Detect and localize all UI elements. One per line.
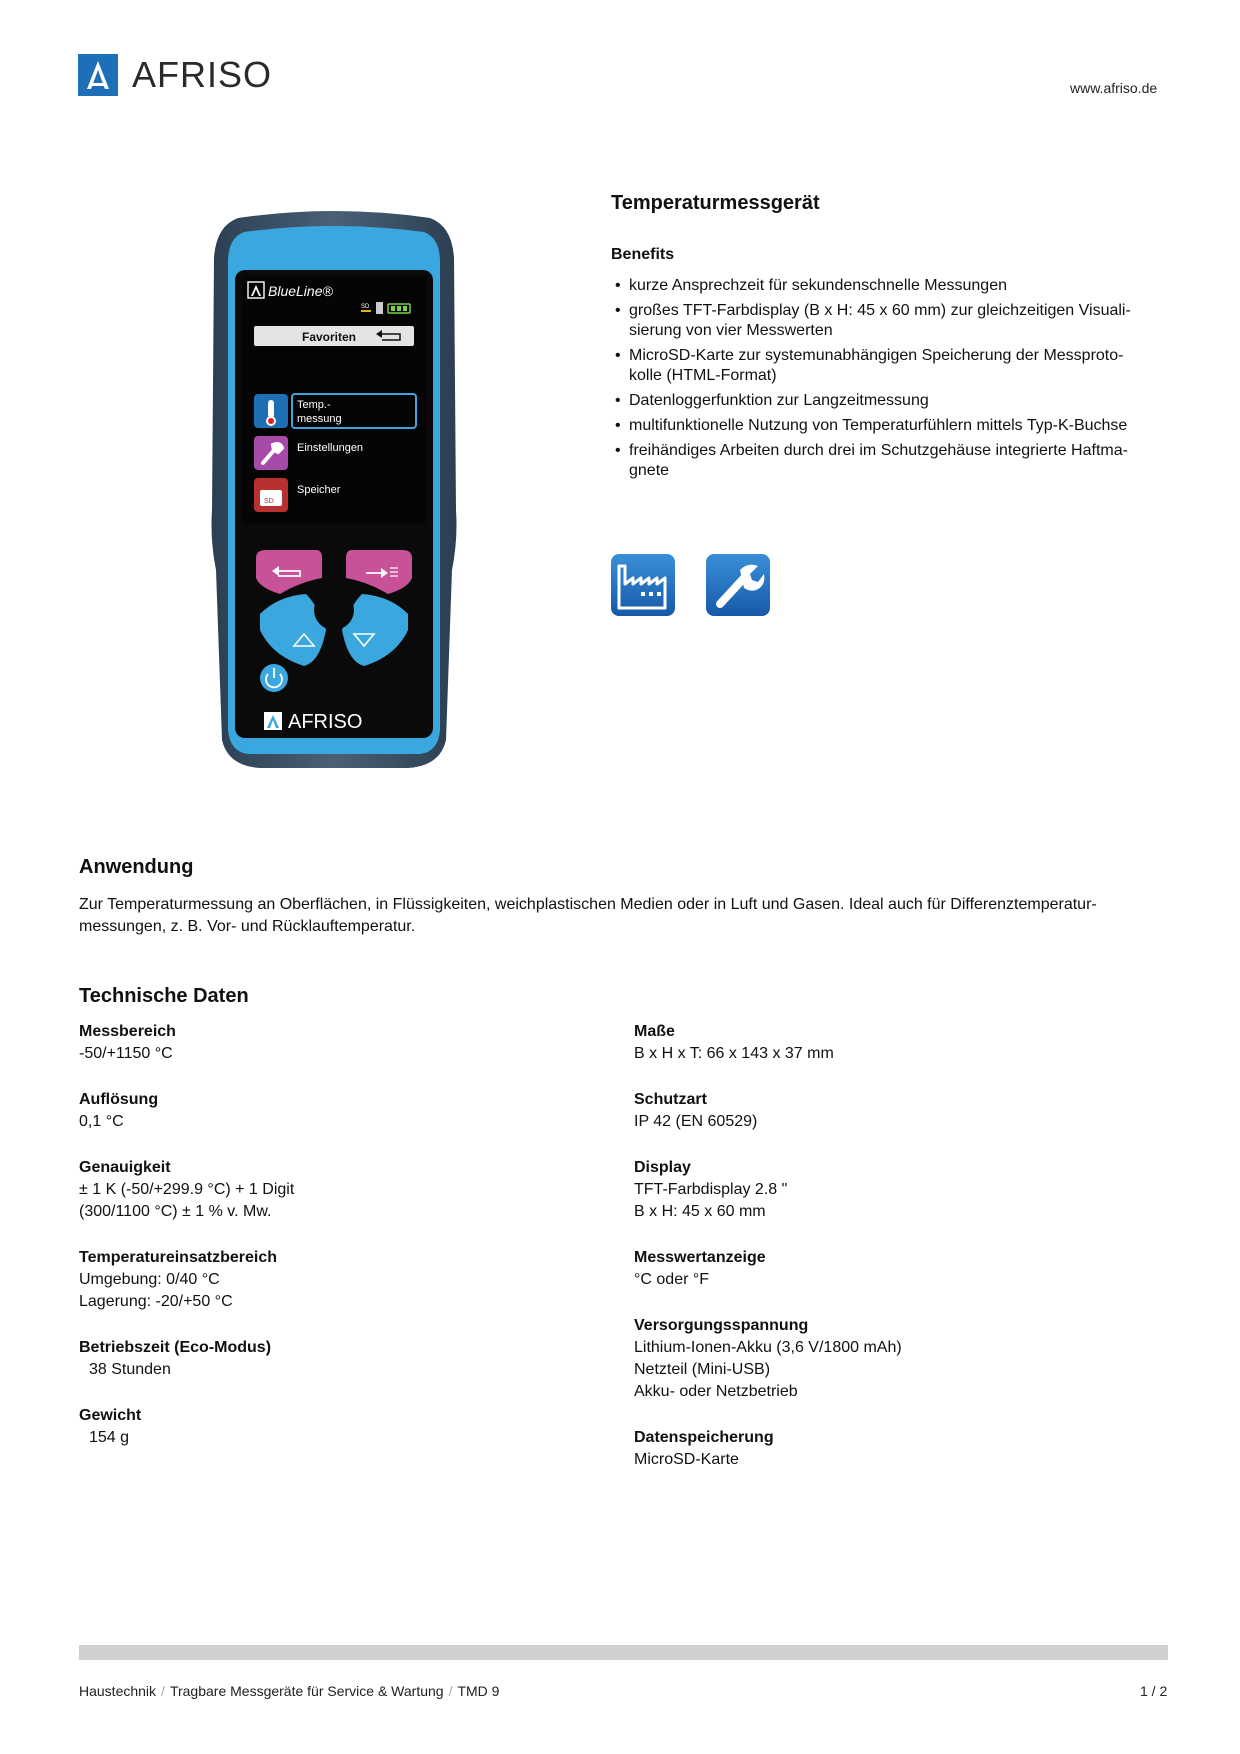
- industry-icon: [611, 554, 675, 618]
- technical-data-title: Technische Daten: [79, 985, 249, 1007]
- spec-operating-time: [79, 1337, 271, 1381]
- device-menu-title: Favoriten: [302, 330, 357, 344]
- spec-value: B x H: 45 x 60 mm: [634, 1203, 766, 1220]
- device-menu-item-1: Temp.-: [297, 399, 331, 411]
- spec-weight: [79, 1405, 141, 1449]
- spec-accuracy: [79, 1157, 294, 1223]
- application-text-line: messungen, z. B. Vor- und Rücklauftemperatur.: [79, 918, 416, 935]
- page-number: 1 / 2: [1140, 1683, 1168, 1699]
- afriso-logo-mark-icon: [78, 54, 118, 96]
- spec-resolution: [79, 1089, 158, 1133]
- spec-label: Gewicht: [79, 1407, 142, 1424]
- benefit-item: [611, 301, 1171, 341]
- footer-divider: [79, 1645, 1168, 1660]
- spec-label: Messwertanzeige: [634, 1249, 766, 1266]
- spec-label: Datenspeicherung: [634, 1429, 774, 1446]
- benefit-item: • kurze Ansprechzeit für sekundenschnelle Messungen: [611, 276, 1171, 296]
- spec-value: B x H x T: 66 x 143 x 37 mm: [634, 1045, 834, 1062]
- spec-display: [634, 1157, 787, 1223]
- benefit-item-line: MicroSD-Karte zur systemunabhängigen Speicherung der Messproto-: [629, 347, 1124, 364]
- spec-protection-class: [634, 1089, 757, 1133]
- spec-label: Auflösung: [79, 1091, 159, 1108]
- benefit-item-line: sierung von vier Messwerten: [629, 322, 833, 339]
- spec-data-storage: [634, 1427, 774, 1471]
- spec-value: 154 g: [89, 1429, 130, 1446]
- device-image: [208, 210, 460, 770]
- bluetooth-icon: [376, 302, 383, 314]
- device-footer-brand: AFRISO: [288, 711, 363, 733]
- spec-value: TFT-Farbdisplay 2.8 ": [634, 1181, 788, 1198]
- spec-value: Lagerung: -20/+50 °C: [79, 1293, 233, 1310]
- afriso-logo: [78, 54, 272, 96]
- spec-label: Genauigkeit: [79, 1159, 171, 1176]
- website-url[interactable]: www.afriso.de: [1070, 80, 1158, 96]
- spec-value: IP 42 (EN 60529): [634, 1113, 758, 1130]
- breadcrumb-separator: /: [161, 1683, 165, 1699]
- spec-dimensions: [634, 1021, 834, 1065]
- benefits-list: [611, 276, 1171, 486]
- device-sd-card-label: SD: [264, 498, 274, 505]
- spec-temperature-range: [79, 1247, 277, 1313]
- spec-power-supply: [634, 1315, 902, 1403]
- spec-value: 38 Stunden: [89, 1361, 171, 1378]
- breadcrumb-item[interactable]: TMD 9: [457, 1683, 500, 1699]
- spec-label: Messbereich: [79, 1023, 176, 1040]
- wrench-icon: [706, 554, 770, 618]
- breadcrumb-separator: /: [448, 1683, 453, 1699]
- device-menu-item-2: Einstellungen: [297, 442, 364, 454]
- benefit-item: • multifunktionelle Nutzung von Temperaturfühlern mittels Typ-K-Buchse: [611, 416, 1171, 436]
- svg-text:messung: messung: [297, 413, 342, 425]
- spec-value: 0,1 °C: [79, 1113, 124, 1130]
- spec-measuring-range: [79, 1021, 176, 1065]
- spec-label: Maße: [634, 1023, 675, 1040]
- spec-label: Temperatureinsatzbereich: [79, 1249, 277, 1266]
- spec-value: -50/+1150 °C: [79, 1045, 173, 1062]
- spec-value: °C oder °F: [634, 1271, 710, 1288]
- benefit-item: • Datenloggerfunktion zur Langzeitmessung: [611, 391, 1171, 411]
- application-text: [79, 894, 1169, 938]
- spec-label: Betriebszeit (Eco-Modus): [79, 1339, 272, 1356]
- benefit-item: [611, 346, 1171, 386]
- device-brand-label: BlueLine®: [268, 283, 333, 299]
- benefit-item: [611, 441, 1171, 481]
- spec-label: Display: [634, 1159, 691, 1176]
- spec-value: (300/1100 °C) ± 1 % v. Mw.: [79, 1203, 272, 1220]
- application-title: Anwendung: [79, 856, 194, 878]
- breadcrumb-item[interactable]: Haustechnik: [79, 1683, 157, 1699]
- breadcrumb: [79, 1683, 499, 1699]
- benefits-title: Benefits: [611, 246, 675, 263]
- spec-value: Akku- oder Netzbetrieb: [634, 1383, 798, 1400]
- benefit-item-line: großes TFT-Farbdisplay (B x H: 45 x 60 mm) zur gleichzeitigen Visuali-: [629, 302, 1131, 319]
- application-text-line: Zur Temperaturmessung an Oberflächen, in Flüssigkeiten, weichplastischen Medien oder in Luft und Gasen. Ideal auch für Differenztemperatur-: [79, 896, 1097, 913]
- benefit-item-line: gnete: [629, 462, 670, 479]
- brand-name: AFRISO: [132, 54, 273, 95]
- spec-value: Umgebung: 0/40 °C: [79, 1271, 220, 1288]
- benefit-item-line: freihändiges Arbeiten durch drei im Schutzgehäuse integrierte Haftma-: [629, 442, 1128, 459]
- spec-value: Netzteil (Mini-USB): [634, 1361, 771, 1378]
- spec-value: Lithium-Ionen-Akku (3,6 V/1800 mAh): [634, 1339, 902, 1356]
- spec-value: MicroSD-Karte: [634, 1451, 739, 1468]
- device-menu-item-3: Speicher: [297, 484, 341, 496]
- spec-label: Versorgungsspannung: [634, 1317, 809, 1334]
- benefit-item-line: kolle (HTML-Format): [629, 367, 777, 384]
- spec-display-unit: [634, 1247, 766, 1291]
- spec-label: Schutzart: [634, 1091, 707, 1108]
- device-sd-label: SD: [361, 304, 370, 310]
- spec-value: ± 1 K (-50/+299.9 °C) + 1 Digit: [79, 1181, 295, 1198]
- product-title: Temperaturmessgerät: [611, 192, 820, 214]
- breadcrumb-item[interactable]: Tragbare Messgeräte für Service & Wartung: [169, 1683, 444, 1699]
